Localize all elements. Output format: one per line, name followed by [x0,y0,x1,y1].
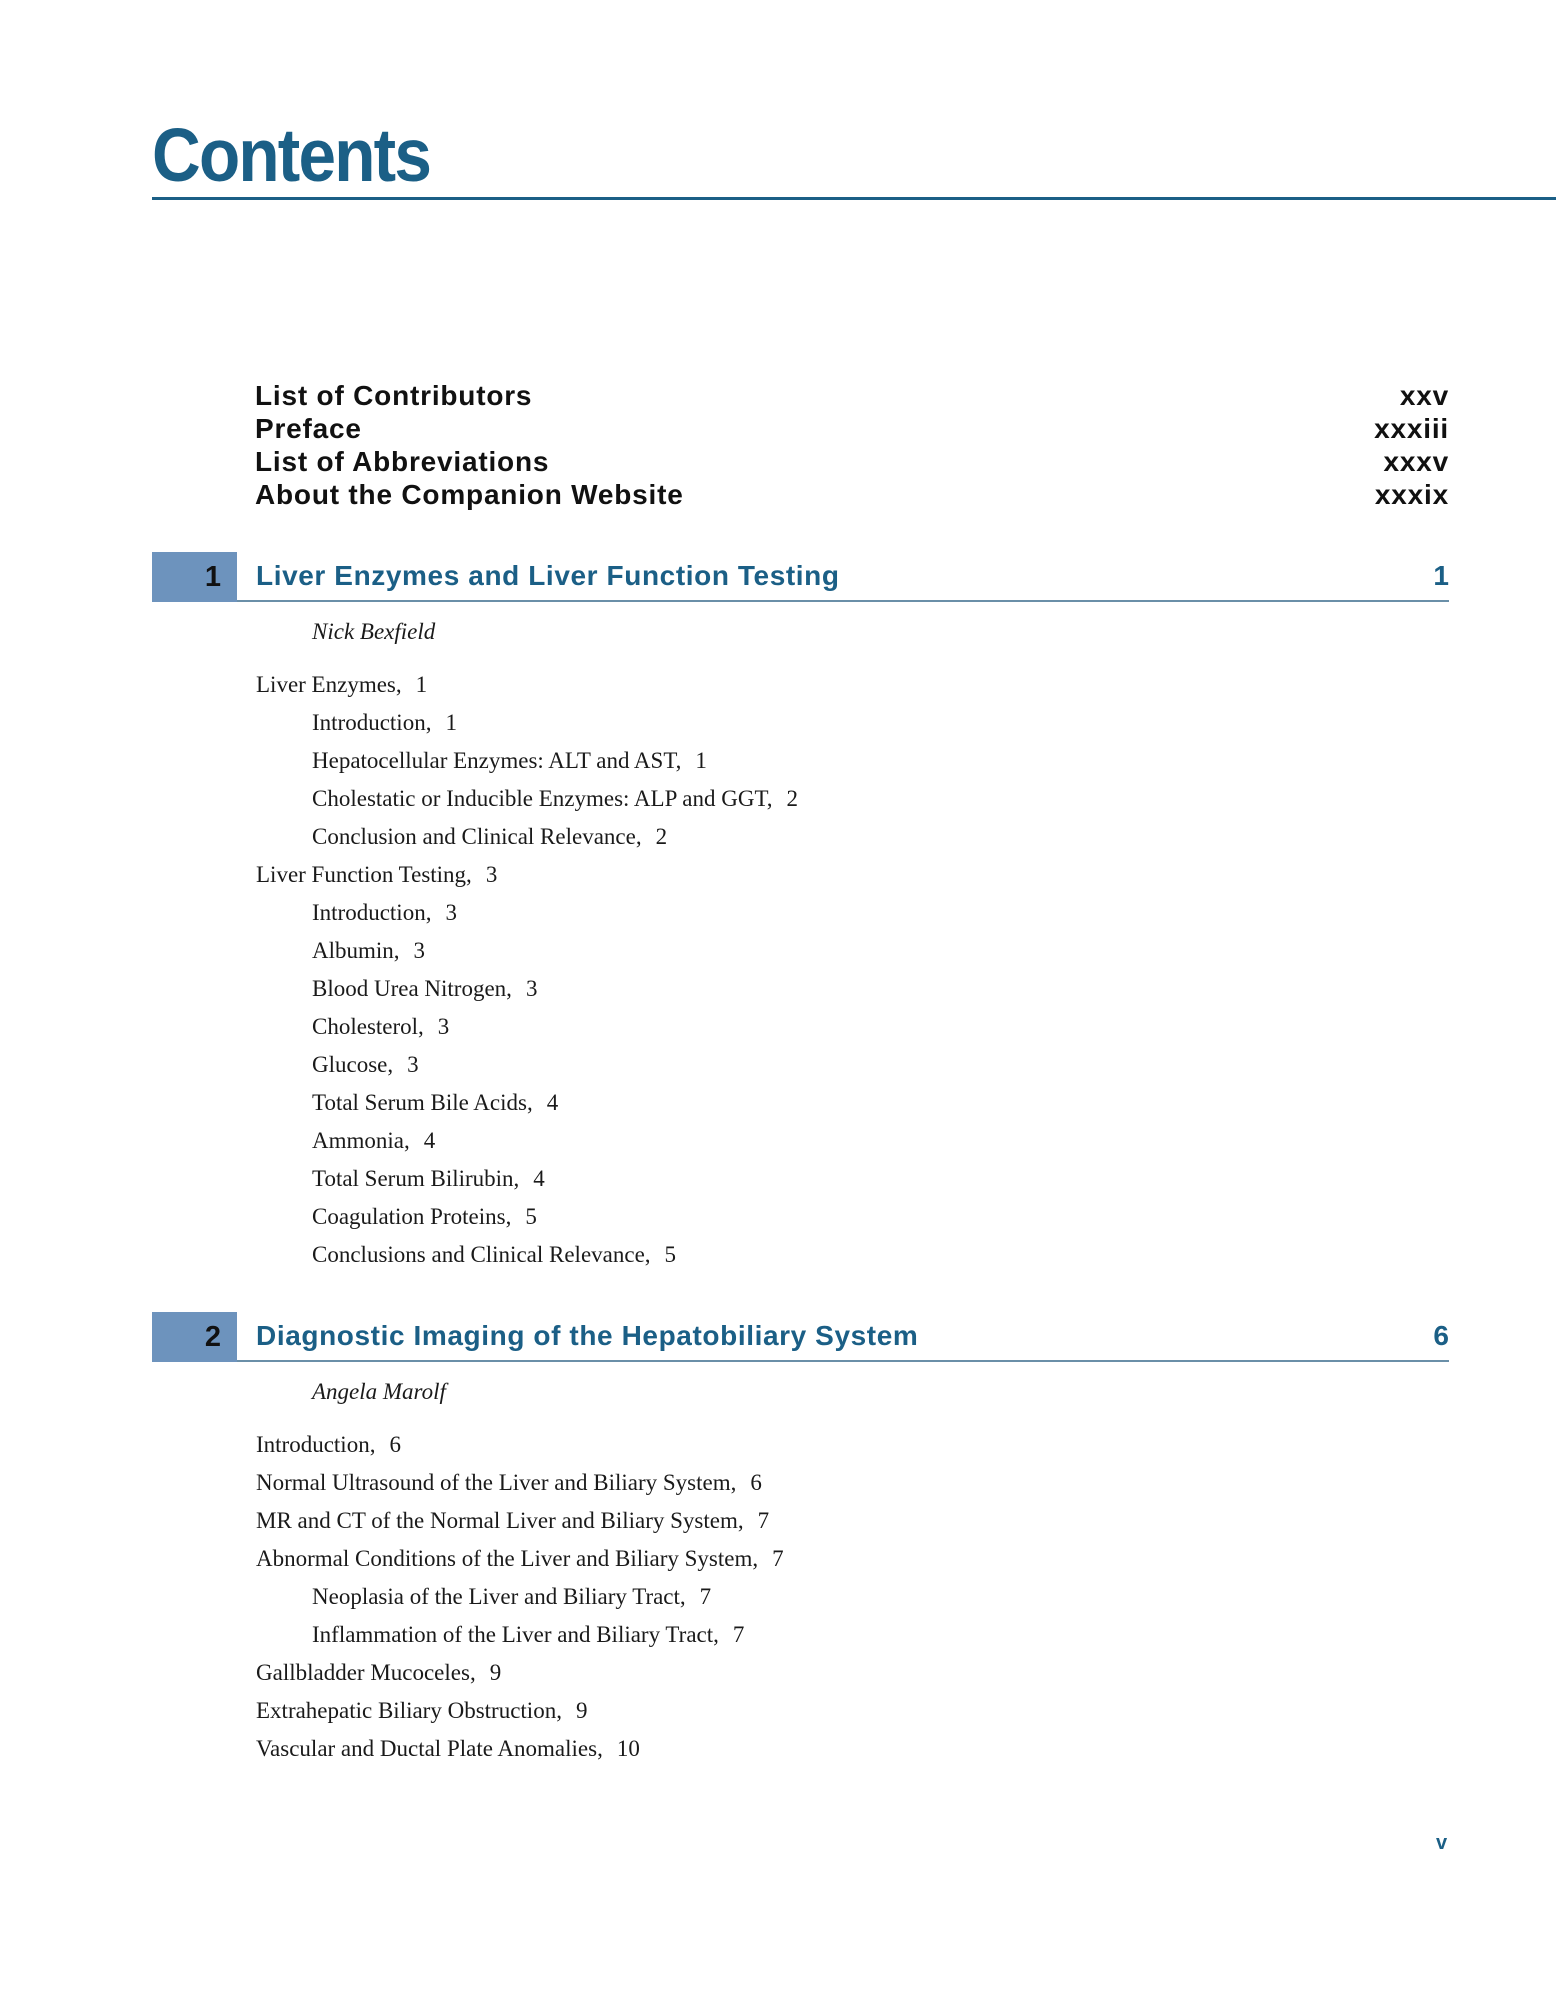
toc-entry-title: Hepatocellular Enzymes: ALT and AST, [312,748,682,773]
front-matter-page: xxxiii [1374,413,1449,444]
toc-entry-title: Albumin, [312,938,400,963]
toc-entry-page: 3 [525,976,538,1001]
toc-entry-page: 5 [525,1204,537,1229]
toc-entry[interactable] [256,1502,1449,1540]
chapter-header[interactable] [152,552,1449,604]
front-matter-label: List of Contributors [255,380,533,411]
toc-entry-page: 2 [786,786,799,811]
toc-entry-title: Cholestatic or Inducible Enzymes: ALP and GGT, [312,786,773,811]
toc-entry-page: 9 [489,1660,502,1685]
toc-entry-title: Introduction, [256,1432,376,1457]
front-matter-item-abbreviations[interactable] [255,446,1449,479]
page-title: Contents [152,113,431,197]
chapter-entries [152,666,1449,1274]
chapter-header[interactable] [152,1312,1449,1364]
front-matter-label: List of Abbreviations [255,446,550,477]
toc-entry[interactable] [312,1046,1449,1084]
toc-entry-title: Neoplasia of the Liver and Biliary Tract, [312,1584,686,1609]
chapter-author: Angela Marolf [312,1379,446,1404]
toc-entry[interactable] [312,932,1449,970]
toc-entry[interactable] [312,704,1449,742]
toc-entry-page: 7 [699,1584,712,1609]
toc-entry[interactable] [312,1008,1449,1046]
toc-entry-title: Total Serum Bilirubin, [312,1166,520,1191]
toc-entry[interactable] [312,742,1449,780]
toc-entry-title: Liver Function Testing, [256,862,472,887]
toc-entry[interactable] [256,1464,1449,1502]
chapter-number: 1 [152,552,237,602]
toc-entry-page: 7 [732,1622,745,1647]
toc-entry-title: Glucose, [312,1052,394,1077]
toc-entry-title: Total Serum Bile Acids, [312,1090,533,1115]
toc-entry-page: 7 [772,1546,784,1571]
toc-entry-title: Cholesterol, [312,1014,424,1039]
toc-entry[interactable] [312,1160,1449,1198]
toc-entry-title: Coagulation Proteins, [312,1204,512,1229]
toc-entry-page: 10 [616,1736,640,1761]
toc-entry-page: 1 [415,672,428,697]
toc-entry-title: Blood Urea Nitrogen, [312,976,512,1001]
toc-entry-page: 4 [533,1166,545,1191]
toc-entry-title: Conclusions and Clinical Relevance, [312,1242,651,1267]
toc-entry[interactable] [312,818,1449,856]
toc-entry[interactable] [312,894,1449,932]
toc-entry[interactable] [256,1540,1449,1578]
toc-entry-page: 1 [695,748,707,773]
toc-entry-title: Conclusion and Clinical Relevance, [312,824,642,849]
toc-entry-page: 4 [546,1090,559,1115]
chapter-page: 6 [1433,1320,1449,1351]
chapter-1-section [152,552,1449,1274]
chapter-title: Diagnostic Imaging of the Hepatobiliary System [256,1320,919,1351]
chapter-number: 2 [152,1312,237,1362]
toc-entry[interactable] [312,1616,1449,1654]
chapter-author: Nick Bexfield [312,619,436,644]
toc-entry-page: 7 [757,1508,770,1533]
front-matter-item-companion-website[interactable] [255,479,1449,512]
front-matter-item-preface[interactable] [255,413,1449,446]
toc-entry-title: Abnormal Conditions of the Liver and Biliary System, [256,1546,759,1571]
chapter-entries [152,1426,1449,1768]
toc-entry-page: 1 [445,710,457,735]
toc-entry-page: 6 [750,1470,762,1495]
toc-entry[interactable] [256,1654,1449,1692]
page-folio: v [1436,1832,1448,1854]
front-matter-page: xxxix [1374,479,1449,510]
front-matter-label: About the Companion Website [255,479,684,510]
toc-entry-title: Inflammation of the Liver and Biliary Tract, [312,1622,719,1647]
title-rule [152,197,1556,200]
toc-entry-page: 3 [437,1014,450,1039]
front-matter-list [255,380,1449,512]
toc-entry[interactable] [312,780,1449,818]
chapter-page: 1 [1433,560,1449,591]
toc-entry[interactable] [256,666,1449,704]
toc-entry-page: 9 [575,1698,588,1723]
toc-entry-title: Introduction, [312,900,432,925]
toc-entry-title: Vascular and Ductal Plate Anomalies, [256,1736,603,1761]
toc-entry[interactable] [312,1084,1449,1122]
chapter-2-section [152,1312,1449,1768]
toc-entry-page: 6 [389,1432,401,1457]
toc-entry[interactable] [256,1426,1449,1464]
toc-entry[interactable] [312,1122,1449,1160]
toc-entry[interactable] [256,1730,1449,1768]
front-matter-label: Preface [255,413,362,444]
toc-entry[interactable] [312,970,1449,1008]
chapter-rule [237,1360,1449,1362]
front-matter-item-contributors[interactable] [255,380,1449,413]
front-matter-page: xxv [1399,380,1449,411]
toc-entry-page: 2 [655,824,668,849]
toc-entry-page: 4 [423,1128,436,1153]
toc-entry[interactable] [256,856,1449,894]
front-matter-page: xxxv [1383,446,1449,477]
toc-entry-title: Ammonia, [312,1128,410,1153]
toc-entry[interactable] [312,1198,1449,1236]
toc-entry-title: Extrahepatic Biliary Obstruction, [256,1698,562,1723]
toc-entry[interactable] [312,1578,1449,1616]
toc-entry-title: Liver Enzymes, [256,672,402,697]
toc-entry-page: 3 [485,862,498,887]
toc-entry-title: Normal Ultrasound of the Liver and Biliary System, [256,1470,737,1495]
toc-entry-page: 5 [664,1242,677,1267]
chapter-rule [237,600,1449,602]
toc-entry-page: 3 [407,1052,419,1077]
toc-entry-title: Introduction, [312,710,432,735]
toc-entry-title: MR and CT of the Normal Liver and Biliary System, [256,1508,744,1533]
toc-entry[interactable] [312,1236,1449,1274]
toc-entry[interactable] [256,1692,1449,1730]
toc-entry-title: Gallbladder Mucoceles, [256,1660,476,1685]
chapter-title: Liver Enzymes and Liver Function Testing [256,560,840,591]
toc-entry-page: 3 [445,900,457,925]
toc-entry-page: 3 [413,938,426,963]
